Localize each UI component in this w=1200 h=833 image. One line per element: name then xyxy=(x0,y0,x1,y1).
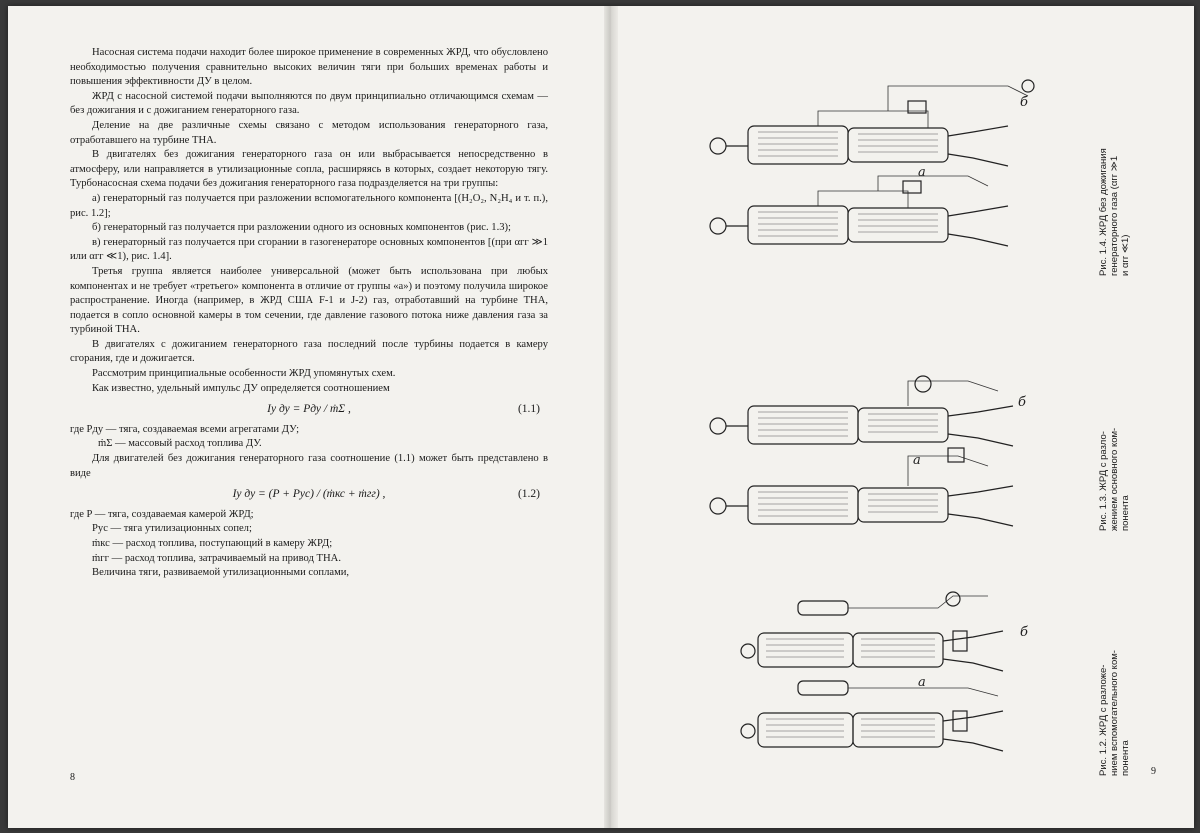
variant-label: б xyxy=(1020,95,1028,110)
body-text xyxy=(70,46,548,581)
paragraph: Насосная система подачи находит более широкое применение в современных ЖРД, что обусловлено необходимостью получения сравнительно высоких величин тяги при больших временах работы и повышения эффективности ДУ в целом. xyxy=(70,47,548,88)
legend-line: ṁгг — расход топлива, затрачиваемый на привод ТНА. xyxy=(92,552,341,564)
paragraph: а) генераторный газ получается при разложении вспомогательного компонента [(H₂O₂, N₂H₄ и т. п.), рис. 1.2]; xyxy=(70,192,548,219)
legend-line: где P — тяга, создаваемая камерой ЖРД; xyxy=(70,508,254,520)
paragraph: В двигателях с дожиганием генераторного газа последний после турбины подается в камеру сгорания, где и дожигается. xyxy=(70,338,548,365)
caption-line: нием вспомогательного ком- xyxy=(1109,650,1120,776)
caption-line: Рис. 1.4. ЖРД без дожигания xyxy=(1098,148,1109,276)
figure-1-2 xyxy=(738,586,1058,776)
paragraph: Третья группа является наиболее универсальной (может быть использована при любых компонентах и не требует «третьего» компонента в отличие от группы «а») и поэтому получила широкое распространение. Иногда (например, в ЖРД США F-1 и J-2) газ, отработавший на турбине ТНА, подается в сопло основной камеры в том сечении, где давление газового потока ниже давления газа за турбиной ТНА. xyxy=(70,265,548,336)
caption-line: жением основного ком- xyxy=(1109,427,1120,531)
figure-caption xyxy=(1098,650,1131,776)
variant-label: б xyxy=(1020,625,1028,640)
variant-label: а xyxy=(913,453,921,468)
equation-number: (1.1) xyxy=(517,403,540,416)
figure-caption xyxy=(1098,428,1131,531)
variant-label: а xyxy=(918,675,926,690)
paragraph: Величина тяги, развиваемой утилизационными соплами, xyxy=(92,567,350,579)
equation-1-1 xyxy=(70,402,548,417)
figure-1-3 xyxy=(708,366,1048,546)
equation-formula: Iу ду = Pду / ṁΣ , xyxy=(267,403,351,416)
variant-label: а xyxy=(918,165,926,180)
legend-line: Pус — тяга утилизационных сопел; xyxy=(92,523,252,535)
book-gutter xyxy=(604,6,618,828)
page-number: 8 xyxy=(70,772,75,783)
engine-schematic-diagram xyxy=(708,366,1048,546)
variant-label: б xyxy=(1018,395,1026,410)
caption-line: понента xyxy=(1120,740,1131,776)
paragraph: В двигателях без дожигания генераторного газа он или выбрасывается непосредственно в атмосферу, или направляется в утилизационные сопла, расширяясь в которых, создает некоторую тягу. Турбонасосная схема подачи без дожигания генераторного газа подразделяется на три группы: xyxy=(70,149,548,190)
caption-line: генераторного газа (αгг ≫1 xyxy=(1109,155,1120,276)
page-number: 9 xyxy=(1151,766,1156,777)
paragraph: Рассмотрим принципиальные особенности ЖРД упомянутых схем. xyxy=(92,368,396,380)
engine-schematic-diagram xyxy=(738,586,1058,776)
equation-number: (1.2) xyxy=(517,488,540,501)
legend-line: ṁкс — расход топлива, поступающий в камеру ЖРД; xyxy=(92,538,333,549)
paragraph: Для двигателей без дожигания генераторного газа соотношение (1.1) может быть представлено в виде xyxy=(70,453,548,479)
paragraph: Как известно, удельный импульс ДУ определяется соотношением xyxy=(92,382,390,394)
legend-line: ṁΣ — массовый расход топлива ДУ. xyxy=(98,438,262,450)
equation-formula: Iу ду = (P + Pус) / (ṁкс + ṁгг) , xyxy=(232,488,386,501)
figure-1-4 xyxy=(708,66,1048,266)
paragraph: б) генераторный газ получается при разложении одного из основных компонентов (рис. 1.3); xyxy=(92,222,511,234)
book-spread xyxy=(8,6,1194,828)
paragraph: в) генераторный газ получается при сгорании в газогенераторе основных компонентов [(при αгг ≫1 или αгг ≪1), рис. 1.4]. xyxy=(70,236,548,263)
caption-line: понента xyxy=(1120,495,1131,531)
caption-line: и αгг ≪1) xyxy=(1120,234,1131,276)
right-page xyxy=(618,6,1194,828)
equation-1-2 xyxy=(70,487,548,502)
paragraph: Деление на две различные схемы связано с методом использования генераторного газа, отработавшего на турбине ТНА. xyxy=(70,119,548,146)
left-page xyxy=(8,6,604,828)
caption-line: Рис. 1.3. ЖРД с разло- xyxy=(1098,431,1109,531)
caption-line: Рис. 1.2. ЖРД с разложе- xyxy=(1098,664,1109,776)
paragraph: ЖРД с насосной системой подачи выполняются по двум принципиально отличающимся схемам — без дожигания и с дожиганием генераторного газа. xyxy=(70,90,548,117)
figure-caption xyxy=(1098,148,1131,276)
engine-schematic-diagram xyxy=(708,66,1048,266)
legend-line: где Pду — тяга, создаваемая всеми агрегатами ДУ; xyxy=(70,423,300,435)
